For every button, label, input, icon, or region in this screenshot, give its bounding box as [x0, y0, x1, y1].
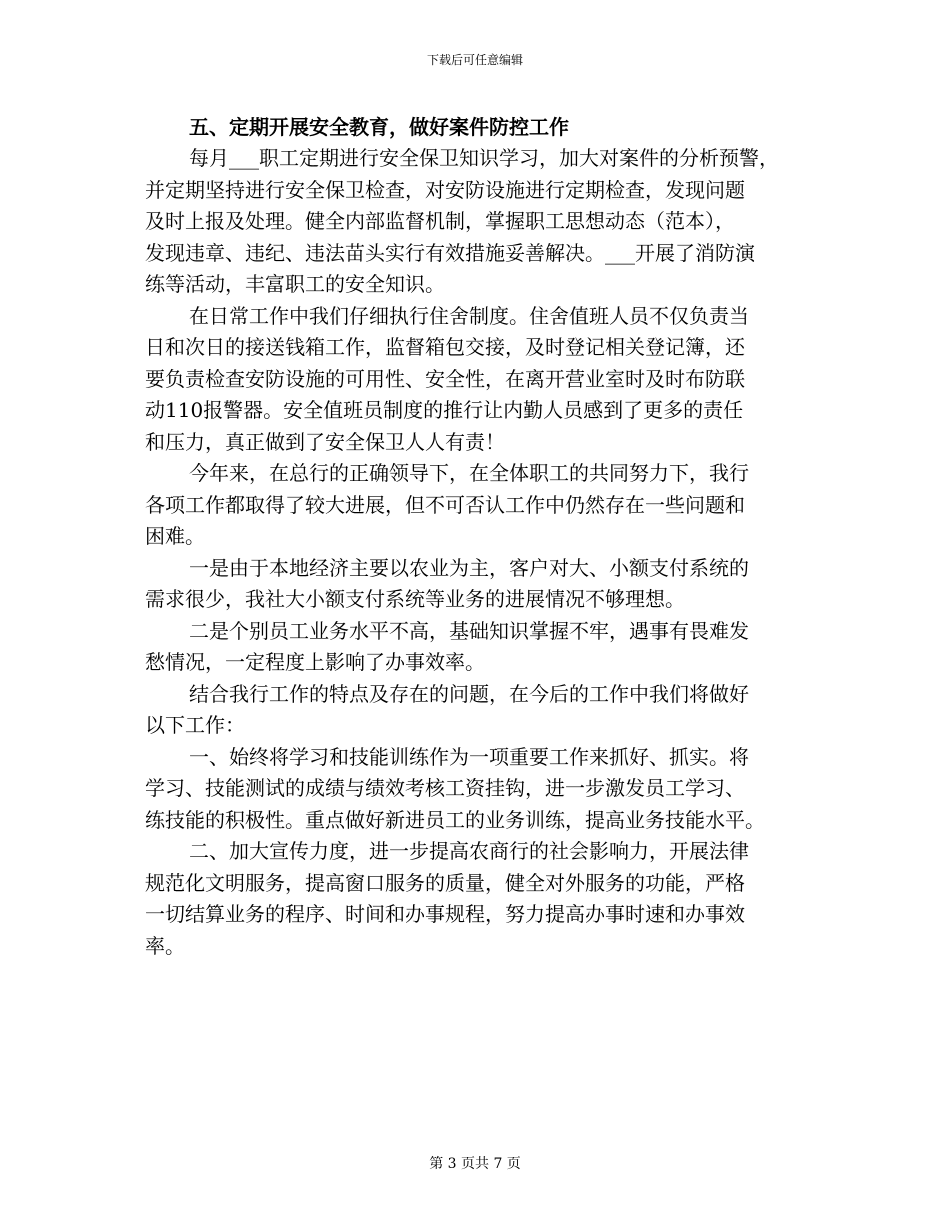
paragraph-line: 一切结算业务的程序、时间和办事规程，努力提高办事时速和办事效: [145, 902, 745, 926]
paragraph-line: 及时上报及处理。健全内部监督机制，掌握职工思想动态（范本），: [145, 209, 735, 233]
paragraph: [145, 742, 805, 837]
paragraph-line: 每月___职工定期进行安全保卫知识学习，加大对案件的分析预警，: [189, 146, 779, 170]
paragraph-line: 二、加大宣传力度，进一步提高农商行的社会影响力，开展法律: [189, 839, 749, 863]
paragraph-line: 二是个别员工业务水平不高，基础知识掌握不牢，遇事有畏难发: [189, 618, 749, 643]
paragraph-line: 在日常工作中我们仔细执行住舍制度。住舍值班人员不仅负责当: [189, 303, 749, 328]
paragraph-line: 并定期坚持进行安全保卫检查，对安防设施进行定期检查，发现问题: [145, 177, 745, 202]
paragraph-line: 一是由于本地经济主要以农业为主，客户对大、小额支付系统的: [189, 555, 749, 580]
paragraph-line: 练等活动，丰富职工的安全知识。: [145, 272, 445, 296]
paragraph-line: 日和次日的接送钱箱工作，监督箱包交接，及时登记相关登记簿，还: [145, 335, 745, 359]
page-header-note: 下载后可任意编辑: [426, 53, 523, 67]
paragraph: [145, 301, 805, 459]
paragraph-line: 一、始终将学习和技能训练作为一项重要工作来抓好、抓实。将: [189, 744, 749, 769]
paragraph: [145, 458, 805, 553]
paragraph-line: 今年来，在总行的正确领导下，在全体职工的共同努力下，我行: [189, 461, 749, 485]
paragraph: [145, 143, 805, 301]
section-heading: 五、定期开展安全教育，做好案件防控工作: [189, 115, 569, 139]
document-body: [145, 111, 805, 962]
paragraph: [145, 836, 805, 962]
paragraph-line: 规范化文明服务，提高窗口服务的质量，健全对外服务的功能，严格: [145, 870, 745, 895]
paragraph-line: 要负责检查安防设施的可用性、安全性，在离开营业室时及时布防联: [145, 366, 745, 391]
paragraph-line: 结合我行工作的特点及存在的问题，在今后的工作中我们将做好: [189, 681, 749, 706]
paragraph-line: 学习、技能测试的成绩与绩效考核工资挂钩，进一步激发员工学习、: [145, 776, 745, 800]
paragraph-line: 困难。: [145, 524, 205, 548]
paragraph-line: 率。: [145, 933, 185, 958]
paragraph-line: 和压力，真正做到了安全保卫人人有责！: [145, 429, 505, 454]
paragraph-line: 练技能的积极性。重点做好新进员工的业务训练，提高业务技能水平。: [145, 807, 765, 832]
page-number: 第 3 页共 7 页: [429, 1156, 521, 1172]
paragraph-line: 以下工作：: [145, 713, 245, 737]
paragraph-line: 发现违章、违纪、违法苗头实行有效措施妥善解决。___开展了消防演: [145, 240, 755, 265]
paragraph-line: 动110报警器。安全值班员制度的推行让内勤人员感到了更多的责任: [145, 398, 744, 422]
paragraph-line: 需求很少，我社大小额支付系统等业务的进展情况不够理想。: [145, 587, 685, 611]
paragraph: [145, 616, 805, 679]
paragraph-line: 愁情况，一定程度上影响了办事效率。: [145, 650, 485, 674]
paragraph-list: [145, 143, 805, 962]
paragraph-line: 各项工作都取得了较大进展，但不可否认工作中仍然存在一些问题和: [145, 492, 745, 517]
paragraph: [145, 553, 805, 616]
paragraph: [145, 679, 805, 742]
